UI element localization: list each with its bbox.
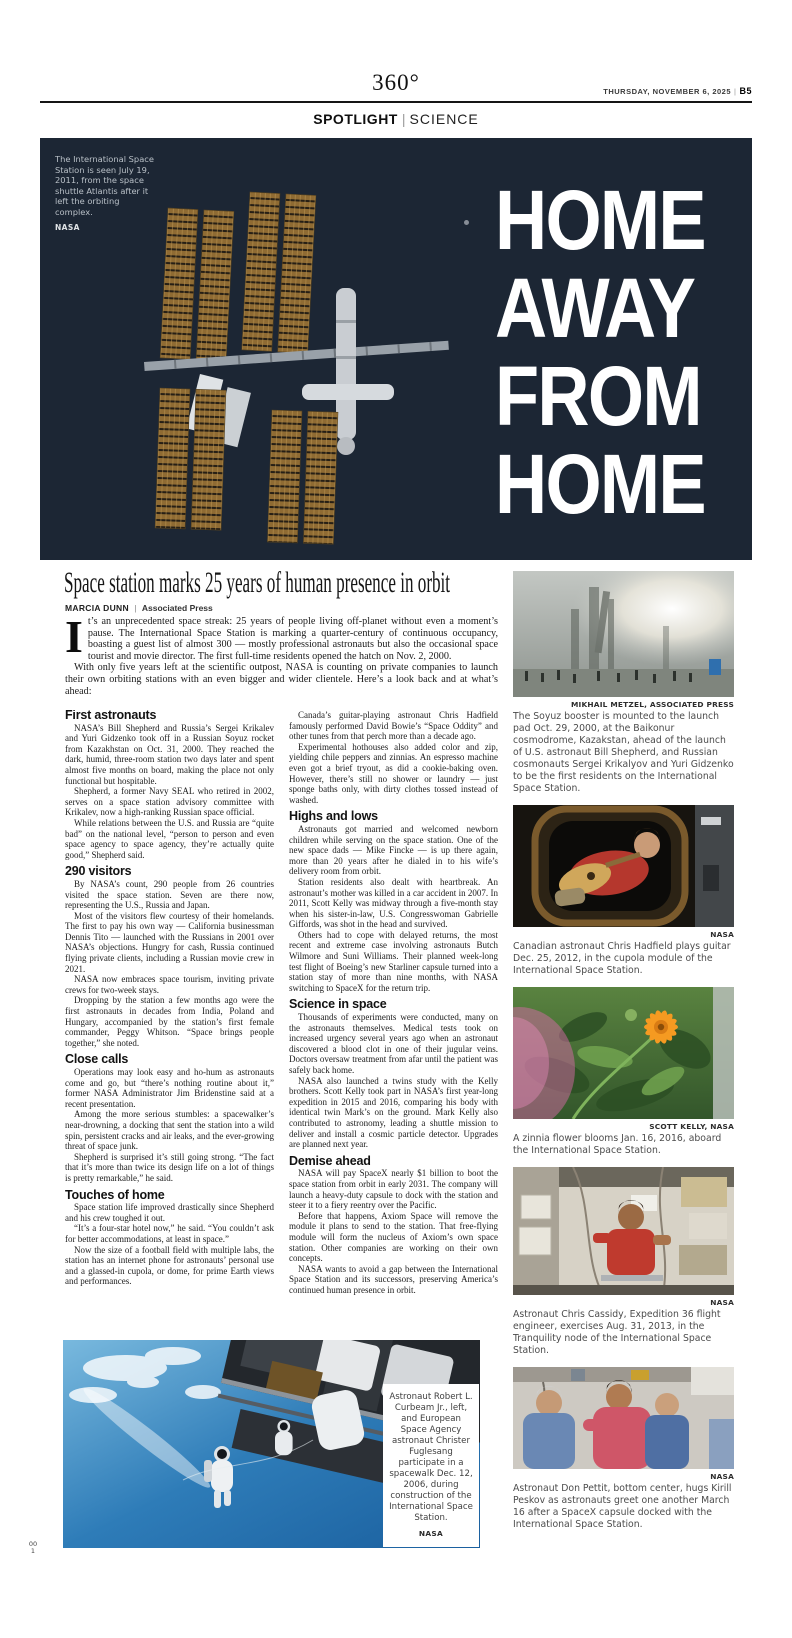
soyuz-launchpad-photo — [513, 571, 734, 697]
body-paragraph: Most of the visitors flew courtesy of their homelands. The first to pay his own way — California businessman Dennis Tito — launched with the Russians in 2001 over NASA’s objections. Hungry for cash, Russia continued flying private clients, including a Russian movie crew in 2021. — [65, 910, 274, 974]
date-text: THURSDAY, NOVEMBER 6, 2025 — [603, 87, 732, 96]
body-paragraph: Others had to cope with delayed returns, the most recent and extreme case involving astronauts Butch Wilmore and Suni Williams. Their planned week-long test flight of Boeing’s new Starliner capsule turned into a station stay of more than nine months, with NASA switching to SpaceX for the return trip. — [289, 929, 498, 993]
body-paragraph: “It’s a four-star hotel now,” he said. “You couldn’t ask for better accommodations, at least in space.” — [65, 1223, 274, 1244]
subsection-name: SCIENCE — [409, 111, 479, 127]
section-heading: Demise ahead — [289, 1153, 371, 1168]
body-column-right — [289, 710, 498, 1338]
section-touches-of-home — [65, 1187, 274, 1287]
photo-caption: Astronaut Don Pettit, bottom center, hugs Kirill Peskov as astronauts greet one another March 16 after a SpaceX capsule docked with the International Space Station. — [513, 1483, 732, 1530]
iss-illustration — [130, 160, 480, 550]
byline — [65, 603, 213, 613]
section-divider: | — [401, 111, 406, 127]
printers-mark — [27, 1541, 39, 1555]
body-paragraph: Dropping by the station a few months ago were the first astronauts in decades from India, Poland and Hungary, accompanied by the station’s first female commander, Peggy Whitson. “Space brings people together,” she noted. — [65, 995, 274, 1048]
hadfield-guitar-photo — [513, 805, 734, 927]
cassidy-exercise-photo — [513, 1167, 734, 1295]
photo-caption: A zinnia flower blooms Jan. 16, 2016, aboard the International Space Station. — [513, 1133, 722, 1156]
body-paragraph: NASA wants to avoid a gap between the International Space Station and its successors, preserving America’s continued human presence in orbit. — [289, 1263, 498, 1295]
section-continuation — [289, 710, 498, 805]
body-paragraph: Shepherd, a former Navy SEAL who retired in 2002, serves on a space station advisory committee with Krikalev, now a high-ranking Russian space official. — [65, 786, 274, 818]
masthead-dateline — [603, 86, 752, 96]
feature-caption: Astronaut Robert L. Curbeam Jr., left, and European Space Agency astronaut Christer Fuglesang participate in a spacewalk Dec. 12, 2006, during construction of the International Space Station. — [389, 1392, 473, 1523]
section-name: SPOTLIGHT — [313, 111, 398, 127]
byline-name: MARCIA DUNN — [65, 603, 129, 613]
body-paragraph: Experimental hothouses also added color and zip, yielding chile peppers and zinnias. An espresso machine even got a brief tryout, as did a cookie-baking oven. However, there’s still no shower or laundry — just sponge baths only, with dirty clothes tossed instead of washed. — [289, 741, 498, 805]
printers-mark-bottom: 1 — [30, 1547, 36, 1555]
feature-caption-box — [383, 1384, 479, 1547]
body-paragraph: Shepherd is surprised it’s still going strong. “The fact that it’s more than twice its design life on a lot of things is pretty remarkable,” he said. — [65, 1151, 274, 1183]
hero-headline-line: AWAY — [495, 261, 695, 355]
section-heading: 290 visitors — [65, 864, 132, 879]
page-number: B5 — [739, 86, 752, 96]
printers-mark-top: 00 — [28, 1540, 38, 1548]
photo-credit: NASA — [710, 1472, 734, 1481]
body-paragraph: Now the size of a football field with multiple labs, the station has an internet phone for astronauts’ personal use and a glassed-in cupola, or dome, for prime Earth views and performances. — [65, 1244, 274, 1287]
drop-cap: I — [65, 611, 83, 662]
photo-caption: Astronaut Chris Cassidy, Expedition 36 flight engineer, exercises Aug. 31, 2013, in the Tranquility node of the International Space Station. — [513, 1309, 721, 1356]
section-first-astronauts — [65, 710, 274, 860]
hero-caption — [55, 154, 159, 233]
article-headline: Space station marks 25 years of human presence in orbit — [64, 566, 451, 599]
hero-caption-text: The International Space Station is seen July 19, 2011, from the space shuttle Atlantis after it left the orbiting complex. — [55, 154, 154, 217]
section-science-in-space — [289, 999, 498, 1149]
body-paragraph: Operations may look easy and ho-hum as astronauts come and go, but “there’s nothing routine about it,” former NASA Administrator Jim Bridenstine said at a recent presentation. — [65, 1067, 274, 1109]
section-highs-and-lows — [289, 811, 498, 993]
body-paragraph: Astronauts got married and welcomed newborn children while serving on the space station. One of the new space dads — Mike Fincke — is up there again, more than 20 years after he dialed in to his wife’s delivery room from orbit. — [289, 823, 498, 877]
hero-headline-line: HOME — [495, 173, 705, 267]
sidebar-item-soyuz — [513, 571, 734, 795]
masthead-rule — [40, 101, 752, 103]
photo-caption: Canadian astronaut Chris Hadfield plays guitar Dec. 25, 2012, in the cupola module of the International Space Station. — [513, 941, 731, 976]
sidebar-item-pettit — [513, 1367, 734, 1531]
lead-text: t’s an unprecedented space streak: 25 years of people living off-planet without even a moment’s pause. The International Space Station is marking a quarter-century of continuous occupancy, boasting a guest list of almost 300 — mostly professional astronauts but also the occasional space tourist and movie director. The first full-time residents opened the hatch on Nov. 2, 2000. — [87, 616, 498, 662]
lead-block — [65, 611, 498, 697]
body-paragraph: Space station life improved drastically since Shepherd and his crew toughed it out. — [65, 1202, 274, 1223]
section-demise-ahead — [289, 1153, 498, 1296]
body-paragraph: NASA now embraces space tourism, inviting private crews for two-week stays. — [65, 974, 274, 995]
body-paragraph: NASA will pay SpaceX nearly $1 billion to boot the space station from orbit in early 2031. The company will launch a heavy-duty capsule to dock with the station and steer it to a fiery reentry over the Pacific. — [289, 1168, 498, 1211]
body-paragraph: NASA also launched a twins study with the Kelly brothers. Scott Kelly took part in NASA’s first year-long expedition in 2015 and 2016, comparing his body with identical twin Mark’s on the ground. Mark Kelly also contributed to astronomy, leading a shuttle mission to deliver and install a cosmic particle detector. Upgrades are planned next year. — [289, 1075, 498, 1150]
pettit-hug-photo — [513, 1367, 734, 1469]
hero-photo-credit: NASA — [55, 222, 80, 232]
section-heading: Close calls — [65, 1052, 129, 1067]
sidebar-item-zinnia — [513, 987, 734, 1157]
sidebar-item-cassidy — [513, 1167, 734, 1357]
byline-divider: | — [134, 603, 137, 613]
hero-photo-iss — [40, 138, 752, 560]
section-heading: Science in space — [289, 997, 387, 1012]
lead-paragraph — [65, 611, 498, 662]
body-paragraph: NASA’s Bill Shepherd and Russia’s Sergei Krikalev and Yuri Gidzenko took off in a Russian Soyuz rocket from Kazakhstan on Oct. 31, 2000. They reached the dark, humid, three-room station two days later and spent almost five months on board, making the place not only functional but hospitable. — [65, 722, 274, 786]
dateline-divider: | — [734, 87, 737, 96]
hero-headline-line: FROM — [495, 349, 701, 443]
section-banner — [0, 111, 792, 127]
section-heading: Touches of home — [65, 1187, 165, 1202]
body-paragraph: Before that happens, Axiom Space will remove the module it plans to send to the station. That free-flying module will form the nucleus of Axiom’s own space station. Other companies are working on their own concepts. — [289, 1210, 498, 1264]
photo-sidebar — [513, 571, 734, 1541]
body-paragraph: Among the more serious stumbles: a spacewalker’s near-drowning, a docking that sent the station into a wild spin, persistent cracks and air leaks, and the ever-growing threat of space junk. — [65, 1109, 274, 1152]
photo-credit: NASA — [710, 930, 734, 939]
feature-photo-credit: NASA — [418, 1529, 444, 1538]
hero-headline-line: HOME — [495, 437, 705, 531]
photo-credit: NASA — [710, 1298, 734, 1307]
photo-credit: MIKHAIL METZEL, ASSOCIATED PRESS — [570, 700, 734, 709]
photo-caption: The Soyuz booster is mounted to the launch pad Oct. 29, 2000, at the Baikonur cosmodrome, Kazakstan, ahead of the launch of U.S. astronaut Bill Shepherd, and Russian cosmonauts Sergei Krikalyov and Yuri Gidzenko to be the first residents on the International Space Station. — [513, 711, 734, 794]
photo-credit: SCOTT KELLY, NASA — [649, 1122, 734, 1131]
masthead-brand: 360° — [372, 70, 420, 95]
section-290-visitors — [65, 866, 274, 1048]
section-close-calls — [65, 1054, 274, 1183]
spacewalk-photo — [63, 1340, 480, 1548]
section-heading: Highs and lows — [289, 809, 378, 824]
section-heading: First astronauts — [65, 710, 157, 722]
article-body — [65, 710, 498, 1338]
lead-paragraph-2: With only five years left at the scientific outpost, NASA is counting on private companies to launch their own orbiting stations with an even bigger and wider clientele. Here’s a look back and at what’s ahead: — [65, 662, 498, 697]
body-paragraph: By NASA’s count, 290 people from 26 countries visited the space station. Seven are there now, representing the U.S., Russia and Japan. — [65, 878, 274, 911]
body-paragraph: Canada’s guitar-playing astronaut Chris Hadfield famously performed David Bowie’s “Space Oddity” and other tunes from that perch more than a decade ago. — [289, 710, 498, 742]
body-paragraph: Station residents also dealt with heartbreak. An astronaut’s mother was killed in a car accident in 2007. In 2011, Scott Kelly was midway through a five-month stay when his sister-in-law, U.S. Congresswoman Gabrielle Giffords, was shot in the head and survived. — [289, 876, 498, 930]
body-paragraph: Thousands of experiments were conducted, many on the astronauts themselves. Medical tests took on increased urgency several years ago when an astronaut discovered a blood clot in one of their jugular veins. Doctors oversaw treatment from afar until the patient was safely back home. — [289, 1012, 498, 1075]
moon-dot — [464, 220, 469, 225]
sidebar-item-hadfield — [513, 805, 734, 977]
body-paragraph: While relations between the U.S. and Russia are “quite bad” on the national level, “person to person and even space agency to space agency, they’re actually quite good,” Shepherd said. — [65, 817, 274, 860]
body-column-left — [65, 710, 274, 1338]
hero-headline — [495, 173, 705, 531]
byline-org: Associated Press — [141, 603, 213, 613]
zinnia-flower-photo — [513, 987, 734, 1119]
